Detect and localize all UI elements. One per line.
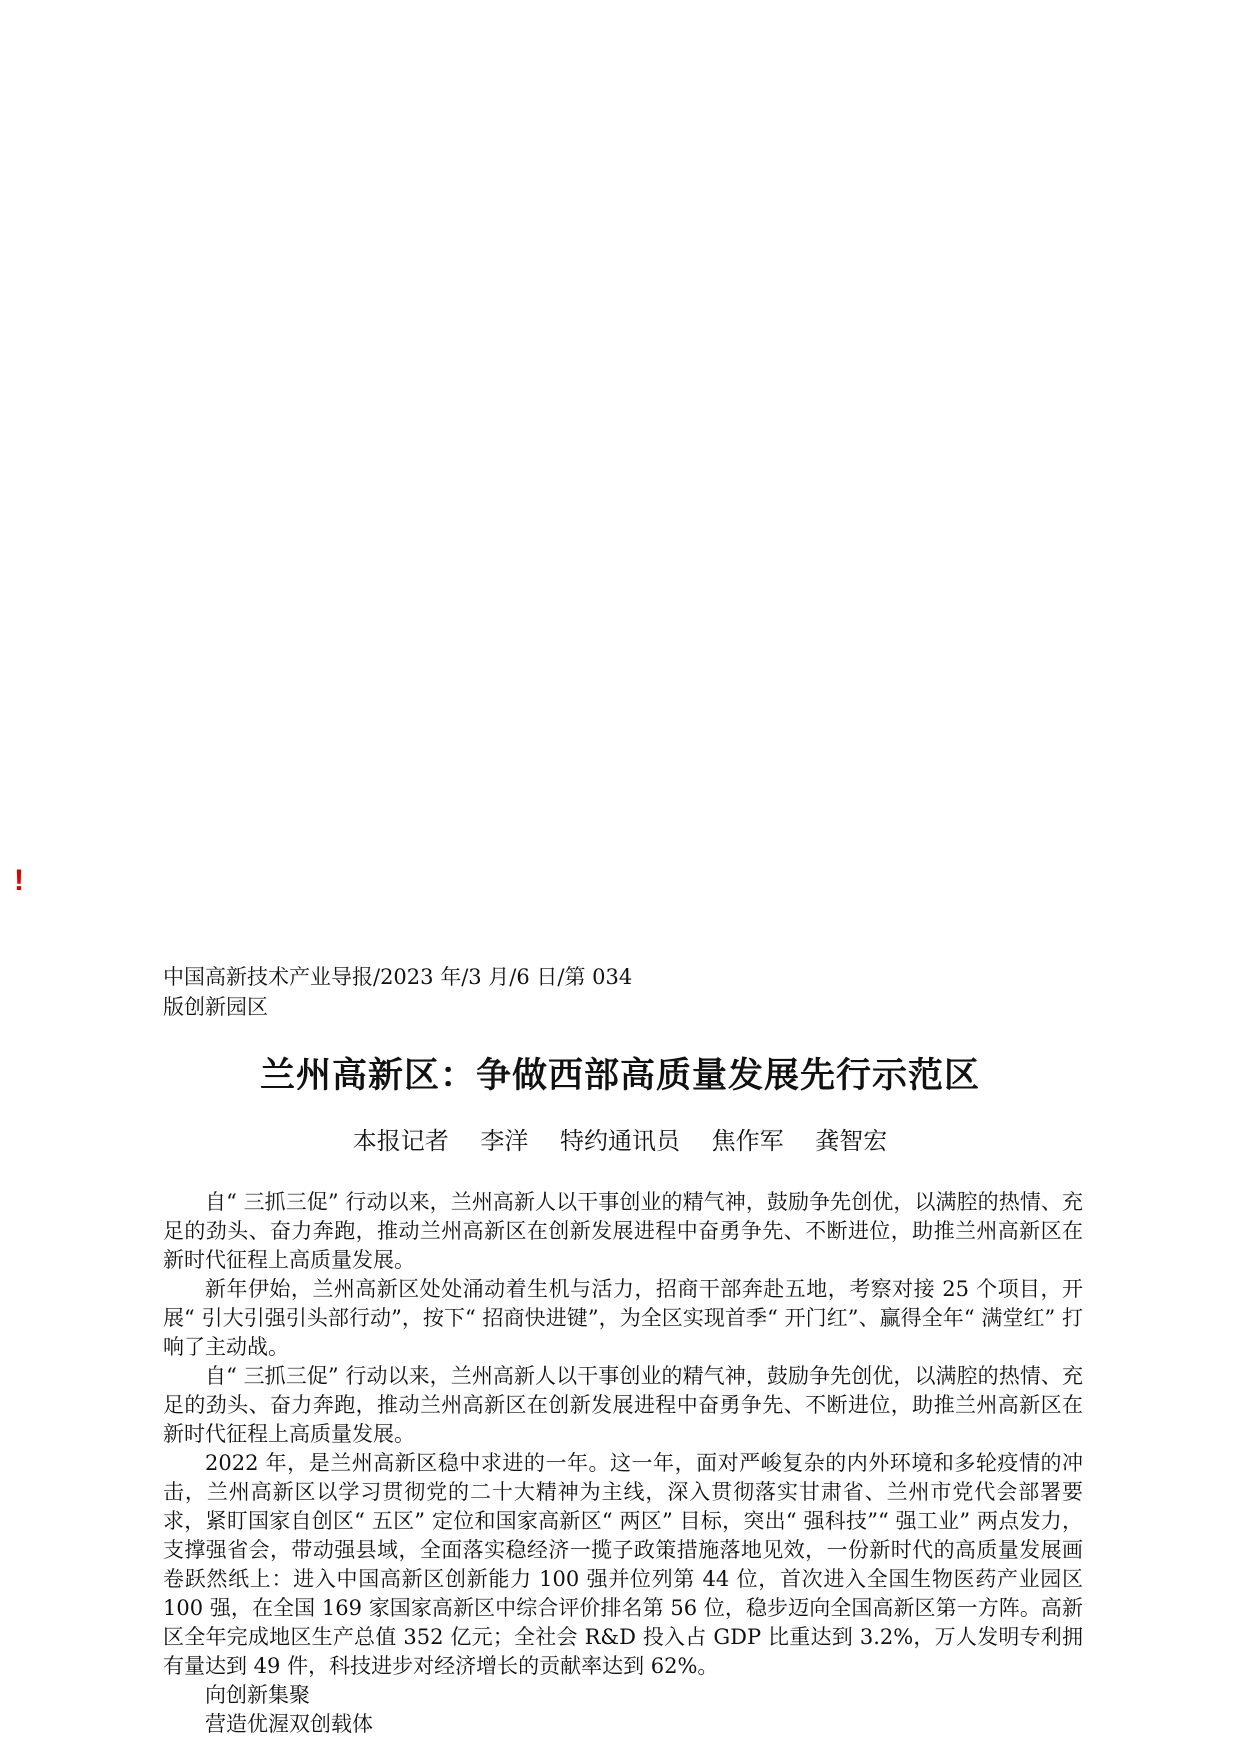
source-line-1: 中国高新技术产业导报/2023 年/3 月/6 日/第 034: [163, 965, 633, 989]
source-line: [163, 962, 683, 1022]
article-title: 兰州高新区：争做西部高质量发展先行示范区: [259, 1056, 980, 1096]
red-exclamation-mark: !: [14, 864, 24, 897]
byline-name-2: 焦作军: [711, 1127, 784, 1155]
paragraph: 新年伊始，兰州高新区处处涌动着生机与活力，招商干部奔赴五地，考察对接 25 个项目，开展“ 引大引强引头部行动”，按下“ 招商快进键”，为全区实现首季“ 开门红”、赢得全年“ 满堂红” 打响了主动战。: [163, 1277, 1083, 1359]
byline-role-reporter: 本报记者: [352, 1127, 449, 1155]
article-body: [163, 1188, 1083, 1739]
byline-role-correspondent: 特约通讯员: [560, 1127, 680, 1155]
paragraph: 2022 年，是兰州高新区稳中求进的一年。这一年，面对严峻复杂的内外环境和多轮疫情的冲击，兰州高新区以学习贯彻党的二十大精神为主线，深入贯彻落实甘肃省、兰州市党代会部署要求，紧盯国家自创区“ 五区” 定位和国家高新区“ 两区” 目标，突出“ 强科技”“ 强工业” 两点发力，支撑强省会，带动强县域，全面落实稳经济一揽子政策措施落地见效，一份新时代的高质量发展画卷跃然纸上：进入中国高新区创新能力 100 强并位列第 44 位，首次进入全国生物医药产业园区 100 强，在全国 169 家国家高新区中综合评价排名第 56 位，稳步迈向全国高新区第一方阵。高新区全年完成地区生产总值 352 亿元；全社会 R&D 投入占 GDP 比重达到 3.2%，万人发明专利拥有量达到 49 件，科技进步对经济增长的贡献率达到 62%。: [163, 1451, 1083, 1678]
byline-name-1: 李洋: [480, 1127, 529, 1155]
section-heading: 向创新集聚: [205, 1683, 310, 1707]
source-line-2: 版创新园区: [163, 995, 268, 1019]
section-subheading: 营造优渥双创载体: [205, 1712, 373, 1736]
paragraph: 自“ 三抓三促” 行动以来，兰州高新人以干事创业的精气神，鼓励争先创优，以满腔的热情、充足的劲头、奋力奔跑，推动兰州高新区在创新发展进程中奋勇争先、不断进位，助推兰州高新区在新时代征程上高质量发展。: [163, 1364, 1083, 1446]
byline-name-3: 龚智宏: [815, 1127, 888, 1155]
byline: [0, 1124, 1240, 1158]
paragraph: 自“ 三抓三促” 行动以来，兰州高新人以干事创业的精气神，鼓励争先创优，以满腔的热情、充足的劲头、奋力奔跑，推动兰州高新区在创新发展进程中奋勇争先、不断进位，助推兰州高新区在新时代征程上高质量发展。: [163, 1190, 1083, 1272]
